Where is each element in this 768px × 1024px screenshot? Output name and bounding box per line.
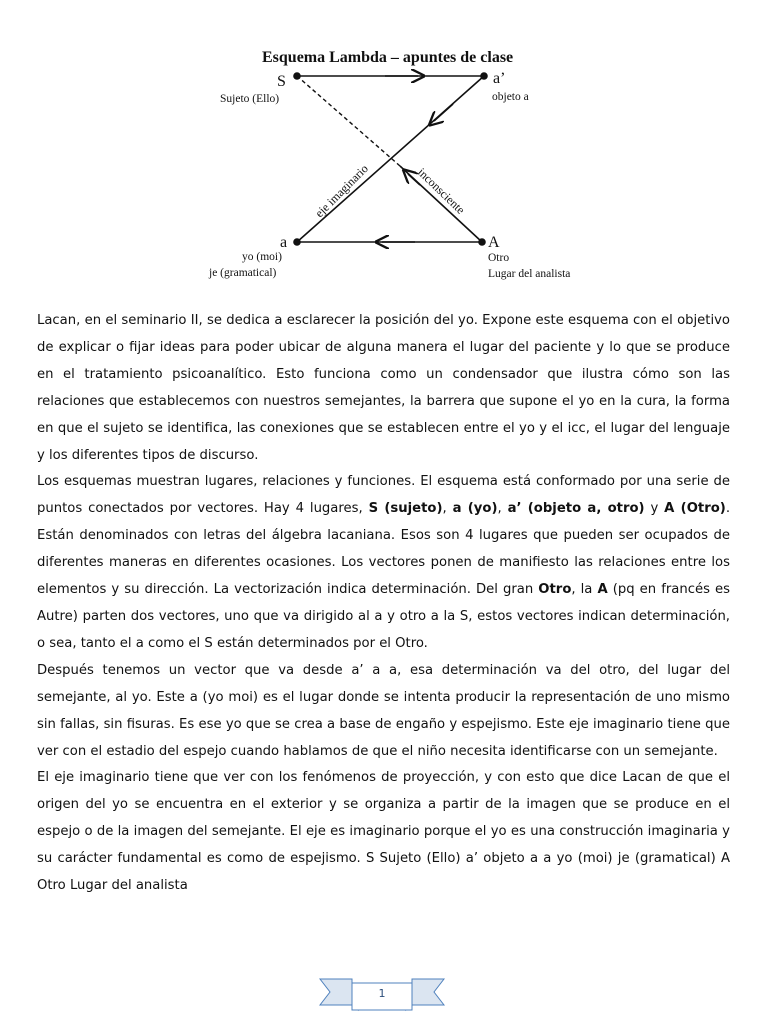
node-A-label-1: Otro <box>488 252 510 264</box>
text-span: , la <box>571 582 598 598</box>
term-S: S (sujeto) <box>368 501 443 517</box>
node-aprime-label: objeto a <box>492 91 529 103</box>
vector-A-to-S-dashed <box>297 76 400 166</box>
text-span: , <box>442 501 453 517</box>
page-number: 1 <box>378 987 386 1000</box>
paragraph-2 <box>37 469 730 657</box>
node-a-dot <box>293 238 301 246</box>
axis-label-imaginary: eje imaginario <box>312 161 371 221</box>
node-S-letter: S <box>277 73 286 90</box>
text-span: (pq en francés es Autre) parten dos vectores, uno que va dirigido al a y otro a la S, estos vectores indican determinación, o sea, tanto el a como el S están determinados por el Otro. <box>37 582 730 651</box>
paragraph-1: Lacan, en el seminario II, se dedica a esclarecer la posición del yo. Expone este esquema con el objetivo de explicar o fijar ideas para poder ubicar de alguna manera el lugar del paciente y lo que se produce en el tratamiento psicoanalítico. Esto funciona como un condensador que ilustra cómo son las relaciones que establecemos con nuestros semejantes, la barrera que supone el yo en la cura, la forma en que el sujeto se identifica, las conexiones que se establecen entre el yo y el icc, el lugar del lenguaje y los diferentes tipos de discurso. <box>37 313 730 463</box>
diagram-title: Esquema Lambda – apuntes de clase <box>262 49 514 66</box>
paragraph-3: Después tenemos un vector que va desde a’ a a, esa determinación va del otro, del lugar del semejante, al yo. Este a (yo moi) es el lugar donde se intenta producir la representación de uno mismo sin fallas, sin fisuras. Es ese yo que se crea a base de engaño y espejismo. Este eje imaginario tiene que ver con el estadio del espejo cuando hablamos de que el niño necesita identificarse con un semejante. <box>37 662 730 759</box>
term-otro: Otro <box>538 582 572 598</box>
node-A-letter: A <box>488 234 500 251</box>
paragraph-4: El eje imaginario tiene que ver con los fenómenos de proyección, y con esto que dice Lacan de que el origen del yo se encuentra en el exterior y se organiza a partir de la imagen que se produce en el espejo o de la imagen del semejante. El eje es imaginario porque el yo es una construcción imaginaria y su carácter fundamental es como de espejismo. S Sujeto (Ello) a’ objeto a a yo (moi) je (gramatical) A Otro Lugar del analista <box>37 770 730 894</box>
node-a-label-2: je (gramatical) <box>209 267 277 279</box>
lambda-schema-diagram <box>180 40 600 290</box>
node-A-label-2: Lugar del analista <box>488 268 571 280</box>
text-span: . Están denominados con letras del álgebra lacaniana. Esos son 4 lugares que pueden ser ocupados de diferentes maneras en diferentes ocasiones. Los vectores ponen de manifiesto las relaciones entre los elementos y su dirección. La vectorización indica determinación. Del gran <box>37 501 731 598</box>
node-S-label: Sujeto (Ello) <box>220 93 280 105</box>
term-a-yo: a (yo) <box>452 501 498 517</box>
text-span: Los esquemas muestran lugares, relaciones y funciones. El esquema está conformado por una serie de puntos conectados por vectores. Hay 4 lugares, <box>37 474 730 517</box>
text-span: y <box>644 501 665 517</box>
node-A-dot <box>478 238 486 246</box>
node-a-label-1: yo (moi) <box>242 251 282 263</box>
page-footer <box>318 975 446 1013</box>
text-span: , <box>497 501 508 517</box>
node-S-dot <box>293 72 301 80</box>
body-text <box>37 308 730 900</box>
node-aprime-dot <box>480 72 488 80</box>
term-aprime: a’ (objeto a, otro) <box>507 501 645 517</box>
node-a-letter: a <box>280 234 288 251</box>
node-aprime-letter: a’ <box>493 70 506 87</box>
arrow-aprime-to-a <box>434 104 453 121</box>
term-A: A (Otro) <box>664 501 726 517</box>
term-A-big: A <box>597 582 608 598</box>
axis-label-unconscious: inconsciente <box>414 165 468 217</box>
